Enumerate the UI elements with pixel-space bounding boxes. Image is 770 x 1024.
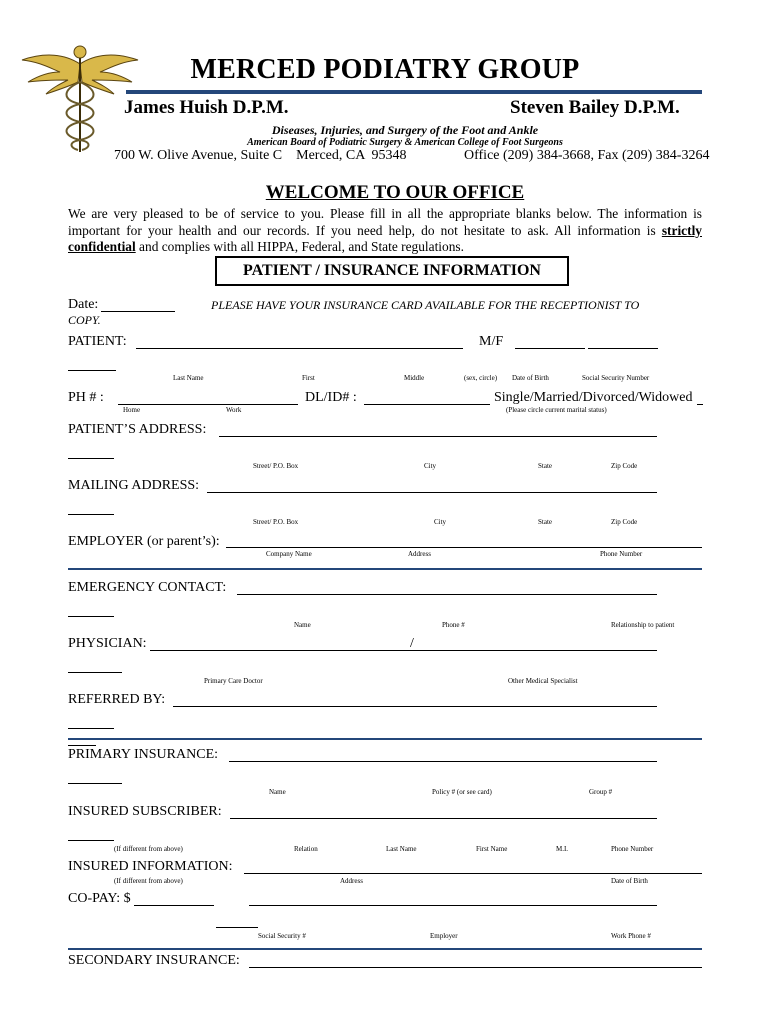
emergency-field[interactable] xyxy=(237,594,657,595)
emergency-extra-field[interactable] xyxy=(68,616,114,617)
date-label: Date: xyxy=(68,297,99,312)
group-name: MERCED PODIATRY GROUP xyxy=(190,54,580,85)
caption: Social Security # xyxy=(258,932,306,940)
referred-extra-field-2[interactable] xyxy=(68,745,96,746)
office-address: 700 W. Olive Avenue, Suite C Merced, CA 95348 xyxy=(114,148,407,163)
date-field[interactable] xyxy=(101,311,175,312)
address-label: PATIENT’S ADDRESS: xyxy=(68,422,207,437)
phone-field[interactable] xyxy=(118,404,298,405)
caption: Work xyxy=(226,406,242,414)
copay-details-field[interactable] xyxy=(249,905,657,906)
intro-confidential: strictly confidential xyxy=(68,222,702,254)
caption: Group # xyxy=(589,788,613,796)
dl-label: DL/ID# : xyxy=(305,390,357,405)
intro-text-end: and complies with all HIPPA, Federal, and State regulations. xyxy=(135,239,464,254)
caption: Zip Code xyxy=(611,518,638,526)
physician-label: PHYSICIAN: xyxy=(68,636,147,651)
patient-extra-field[interactable] xyxy=(68,370,116,371)
patient-label: PATIENT: xyxy=(68,334,127,349)
caption: (If different from above) xyxy=(114,845,183,853)
caption: (If different from above) xyxy=(114,877,183,885)
caption: Policy # (or see card) xyxy=(432,788,492,796)
caption: Name xyxy=(269,788,286,796)
emergency-label: EMERGENCY CONTACT: xyxy=(68,580,227,595)
section-divider xyxy=(68,738,702,740)
phone-label: PH # : xyxy=(68,390,104,405)
caption: Address xyxy=(340,877,363,885)
ssn-field[interactable] xyxy=(588,348,658,349)
marital-extra-field[interactable] xyxy=(697,404,703,405)
physician-extra-field[interactable] xyxy=(68,672,122,673)
caption: Phone Number xyxy=(600,550,643,558)
section-divider xyxy=(68,568,702,570)
primary-extra-field[interactable] xyxy=(68,783,122,784)
specialty: Diseases, Injuries, and Surgery of the Foot and Ankle xyxy=(271,123,539,137)
header-divider xyxy=(126,90,702,94)
referred-field[interactable] xyxy=(173,706,657,707)
address-field[interactable] xyxy=(219,436,657,437)
referred-extra-field[interactable] xyxy=(68,728,114,729)
intro-text: We are very pleased to be of service to you. Please fill in all the appropriate blanks below. The information is important for your health and our records. If you need help, do not hesitate to ask. All information is xyxy=(68,206,702,238)
caption: M.I. xyxy=(556,845,569,853)
caption: First Name xyxy=(476,845,508,853)
section-title: PATIENT / INSURANCE INFORMATION xyxy=(215,256,569,286)
patient-name-field[interactable] xyxy=(136,348,463,349)
insured-info-label: INSURED INFORMATION: xyxy=(68,859,233,874)
copay-extra-field[interactable] xyxy=(216,927,258,928)
secondary-insurance-field[interactable] xyxy=(249,967,702,968)
caption: State xyxy=(538,462,552,470)
marital-status[interactable]: Single/Married/Divorced/Widowed xyxy=(494,390,693,405)
caption: City xyxy=(424,462,437,470)
caption: Street/ P.O. Box xyxy=(253,518,299,526)
caption: Street/ P.O. Box xyxy=(253,462,299,470)
office-phone-fax: Office (209) 384-3668, Fax (209) 384-3264 xyxy=(464,148,710,163)
caption: Last Name xyxy=(386,845,417,853)
caption: Primary Care Doctor xyxy=(204,677,263,685)
referred-label: REFERRED BY: xyxy=(68,692,166,707)
insurance-card-note: PLEASE HAVE YOUR INSURANCE CARD AVAILABLE FOR THE RECEPTIONIST TO xyxy=(211,298,640,312)
welcome-title: WELCOME TO OUR OFFICE xyxy=(265,182,525,203)
section-divider xyxy=(68,948,702,950)
caption: Date of Birth xyxy=(611,877,648,885)
caption: (sex, circle) xyxy=(464,374,498,382)
secondary-insurance-label: SECONDARY INSURANCE: xyxy=(68,953,240,968)
caption: Company Name xyxy=(266,550,312,558)
primary-insurance-field[interactable] xyxy=(229,761,657,762)
subscriber-field[interactable] xyxy=(230,818,657,819)
doctor-right: Steven Bailey D.P.M. xyxy=(510,97,680,118)
caption: Social Security Number xyxy=(582,374,650,382)
caption: (Please circle current marital status) xyxy=(506,406,607,414)
dob-field[interactable] xyxy=(515,348,585,349)
caption: Middle xyxy=(404,374,425,382)
copay-field[interactable] xyxy=(134,905,214,906)
caption: Relation xyxy=(294,845,318,853)
copay-label: CO-PAY: $ xyxy=(68,891,131,906)
caption: State xyxy=(538,518,552,526)
caption: Zip Code xyxy=(611,462,638,470)
insurance-card-note-2: COPY. xyxy=(68,313,101,327)
caption: Phone Number xyxy=(611,845,654,853)
employer-field[interactable] xyxy=(226,547,702,548)
employer-label: EMPLOYER (or parent’s): xyxy=(68,534,220,549)
intro-paragraph xyxy=(68,206,702,256)
mailing-label: MAILING ADDRESS: xyxy=(68,478,200,493)
physician-slash: / xyxy=(410,636,414,651)
caption: Address xyxy=(408,550,431,558)
subscriber-extra-field[interactable] xyxy=(68,840,114,841)
mf-label: M/F xyxy=(479,334,504,349)
dl-field[interactable] xyxy=(364,404,490,405)
caption: Work Phone # xyxy=(611,932,651,940)
mailing-field[interactable] xyxy=(207,492,657,493)
address-extra-field[interactable] xyxy=(68,458,114,459)
caption: Relationship to patient xyxy=(611,621,675,629)
primary-insurance-label: PRIMARY INSURANCE: xyxy=(68,747,219,762)
mailing-extra-field[interactable] xyxy=(68,514,114,515)
caption: Other Medical Specialist xyxy=(508,677,578,685)
subscriber-label: INSURED SUBSCRIBER: xyxy=(68,804,222,819)
doctor-left: James Huish D.P.M. xyxy=(124,97,289,118)
caption: Last Name xyxy=(173,374,204,382)
caption: Name xyxy=(294,621,311,629)
caption: Date of Birth xyxy=(512,374,549,382)
physician-field[interactable] xyxy=(150,650,657,651)
boards: American Board of Podiatric Surgery & American College of Foot Surgeons xyxy=(247,137,563,148)
insured-info-field[interactable] xyxy=(244,873,702,874)
caption: Employer xyxy=(430,932,458,940)
caption: Home xyxy=(123,406,141,414)
caption: First xyxy=(302,374,315,382)
caption: Phone # xyxy=(442,621,465,629)
caption: City xyxy=(434,518,447,526)
